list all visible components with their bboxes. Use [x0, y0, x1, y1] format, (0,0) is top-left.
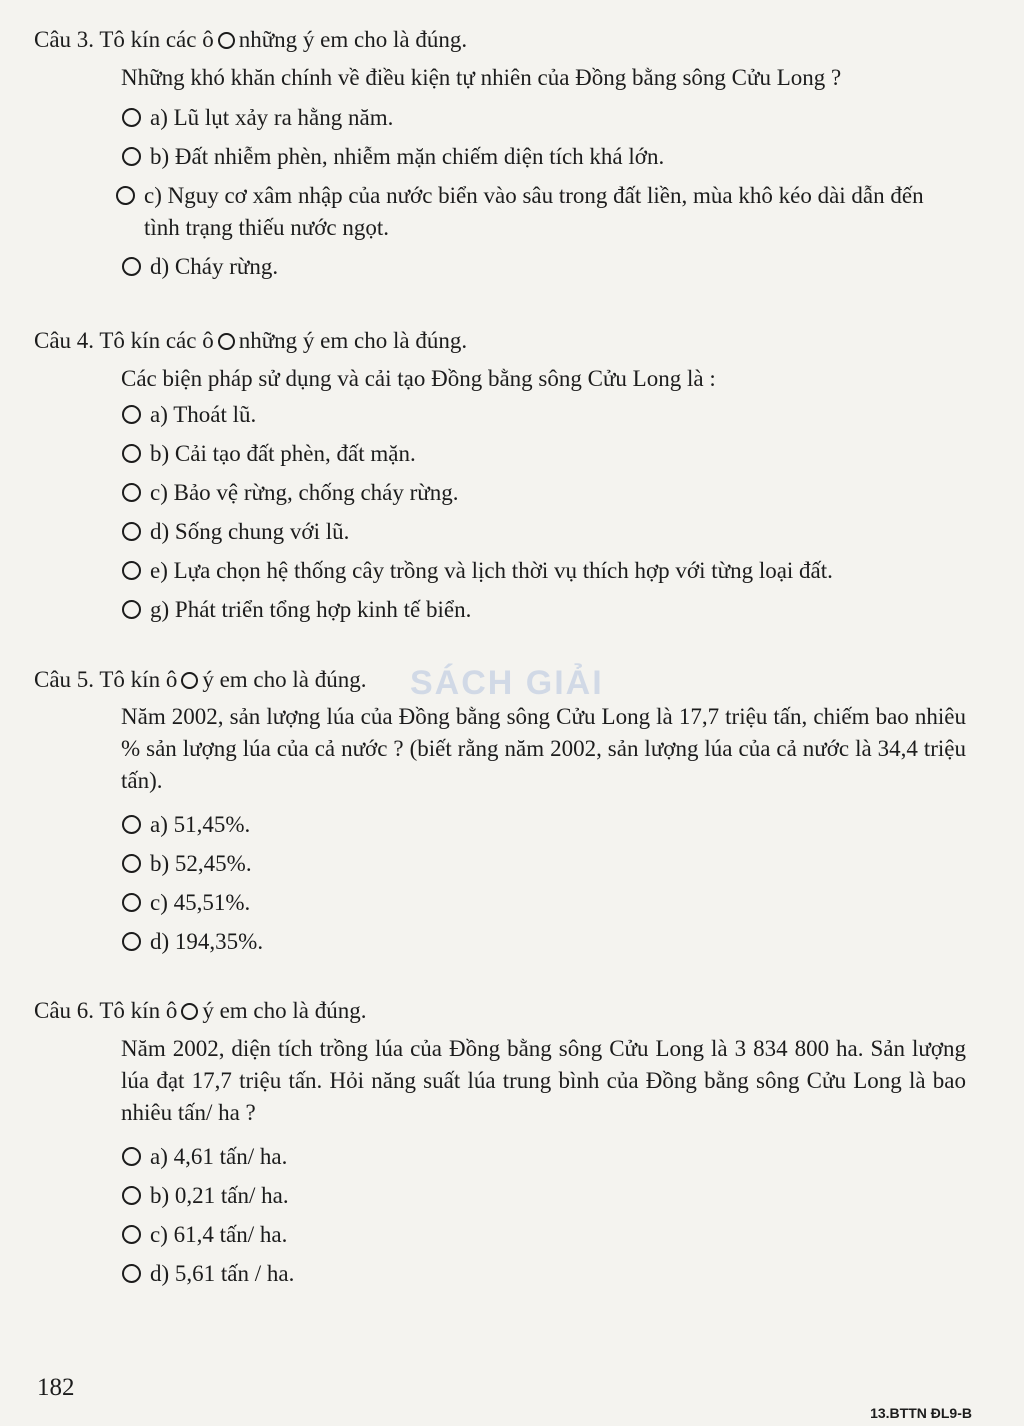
option-label: e) Lựa chọn hệ thống cây trồng và lịch thời vụ thích hợp với từng loại đất.	[150, 558, 833, 583]
radio-circle-icon[interactable]	[122, 854, 141, 873]
answer-options	[122, 1141, 974, 1297]
answer-option-c[interactable]	[122, 1219, 974, 1258]
answer-option-a[interactable]	[122, 102, 974, 141]
option-label: d) 194,35%.	[150, 929, 264, 954]
option-label: d) 5,61 tấn / ha.	[150, 1261, 295, 1286]
radio-circle-icon[interactable]	[122, 561, 141, 580]
option-label: c) Nguy cơ xâm nhập của nước biển vào sâu trong đất liền, mùa khô kéo dài dẫn đến tình trạng thiếu nước ngọt.	[144, 183, 924, 240]
answer-options	[122, 102, 974, 290]
radio-circle-icon[interactable]	[122, 257, 141, 276]
answer-option-c[interactable]	[122, 477, 974, 516]
answer-option-a[interactable]	[122, 809, 974, 848]
radio-circle-icon[interactable]	[122, 483, 141, 502]
answer-option-a[interactable]	[122, 1141, 974, 1180]
question-text: Năm 2002, diện tích trồng lúa của Đồng bằng sông Cửu Long là 3 834 800 ha. Sản lượng lúa đạt 17,7 triệu tấn. Hỏi năng suất lúa trung bình của Đồng bằng sông Cửu Long là bao nhiêu tấn/ ha ?	[121, 1036, 966, 1125]
answer-option-d[interactable]	[122, 516, 974, 555]
question-heading-prefix: Câu 5. Tô kín ô	[34, 667, 178, 692]
question-text: Năm 2002, sản lượng lúa của Đồng bằng sông Cửu Long là 17,7 triệu tấn, chiếm bao nhiêu % sản lượng lúa của cả nước ? (biết rằng năm 2002, sản lượng lúa của cả nước là 34,4 triệu tấn).	[121, 704, 966, 793]
option-label: a) 51,45%.	[150, 812, 251, 837]
option-label: b) Cải tạo đất phèn, đất mặn.	[150, 441, 416, 466]
watermark: SÁCH GIẢI	[410, 664, 604, 702]
radio-circle-icon[interactable]	[122, 522, 141, 541]
answer-option-a[interactable]	[122, 399, 974, 438]
page-number: 182	[37, 1374, 75, 1401]
radio-circle-icon[interactable]	[122, 893, 141, 912]
question-5	[34, 665, 974, 965]
answer-option-c[interactable]	[122, 887, 974, 926]
answer-option-b[interactable]	[122, 1180, 974, 1219]
radio-circle-icon[interactable]	[122, 405, 141, 424]
radio-circle-icon[interactable]	[122, 1186, 141, 1205]
option-label: b) Đất nhiễm phèn, nhiễm mặn chiếm diện tích khá lớn.	[150, 144, 665, 169]
question-3	[34, 25, 974, 290]
answer-option-e[interactable]	[122, 555, 974, 594]
question-heading-suffix: ý em cho là đúng.	[202, 998, 367, 1023]
answer-option-b[interactable]	[122, 438, 974, 477]
radio-circle-icon[interactable]	[122, 444, 141, 463]
question-heading-suffix: những ý em cho là đúng.	[238, 328, 468, 353]
answer-option-d[interactable]	[122, 251, 974, 290]
question-heading	[34, 665, 974, 695]
question-text: Những khó khăn chính về điều kiện tự nhiên của Đồng bằng sông Cửu Long ?	[121, 65, 842, 90]
answer-option-c[interactable]	[116, 180, 974, 251]
circle-icon	[218, 333, 235, 350]
radio-circle-icon[interactable]	[122, 1225, 141, 1244]
circle-icon	[181, 1003, 198, 1020]
option-label: b) 52,45%.	[150, 851, 252, 876]
book-code: 13.BTTN ĐL9-B	[870, 1405, 972, 1421]
radio-circle-icon[interactable]	[122, 815, 141, 834]
option-label: d) Cháy rừng.	[150, 254, 279, 279]
answer-option-d[interactable]	[122, 926, 974, 965]
radio-circle-icon[interactable]	[122, 1264, 141, 1283]
option-label: a) Lũ lụt xảy ra hằng năm.	[150, 105, 394, 130]
radio-circle-icon[interactable]	[116, 186, 135, 205]
answer-options	[122, 809, 974, 965]
radio-circle-icon[interactable]	[122, 108, 141, 127]
option-label: c) Bảo vệ rừng, chống cháy rừng.	[150, 480, 459, 505]
answer-option-b[interactable]	[122, 848, 974, 887]
question-heading-suffix: ý em cho là đúng.	[202, 667, 367, 692]
question-text: Các biện pháp sử dụng và cải tạo Đồng bằng sông Cửu Long là :	[121, 366, 716, 391]
question-heading	[34, 326, 974, 356]
circle-icon	[181, 672, 198, 689]
answer-option-b[interactable]	[122, 141, 974, 180]
radio-circle-icon[interactable]	[122, 932, 141, 951]
radio-circle-icon[interactable]	[122, 600, 141, 619]
question-heading	[34, 996, 974, 1026]
question-heading	[34, 25, 974, 55]
question-6	[34, 996, 974, 1297]
answer-options	[122, 399, 974, 633]
answer-option-g[interactable]	[122, 594, 974, 633]
question-heading-prefix: Câu 3. Tô kín các ô	[34, 27, 214, 52]
circle-icon	[218, 32, 235, 49]
option-label: b) 0,21 tấn/ ha.	[150, 1183, 289, 1208]
question-heading-suffix: những ý em cho là đúng.	[238, 27, 468, 52]
question-heading-prefix: Câu 4. Tô kín các ô	[34, 328, 214, 353]
question-heading-prefix: Câu 6. Tô kín ô	[34, 998, 178, 1023]
option-label: g) Phát triển tổng hợp kinh tế biển.	[150, 597, 472, 622]
option-label: d) Sống chung với lũ.	[150, 519, 350, 544]
option-label: c) 61,4 tấn/ ha.	[150, 1222, 288, 1247]
question-4	[34, 326, 974, 633]
option-label: c) 45,51%.	[150, 890, 251, 915]
option-label: a) Thoát lũ.	[150, 402, 257, 427]
radio-circle-icon[interactable]	[122, 1147, 141, 1166]
radio-circle-icon[interactable]	[122, 147, 141, 166]
answer-option-d[interactable]	[122, 1258, 974, 1297]
option-label: a) 4,61 tấn/ ha.	[150, 1144, 288, 1169]
